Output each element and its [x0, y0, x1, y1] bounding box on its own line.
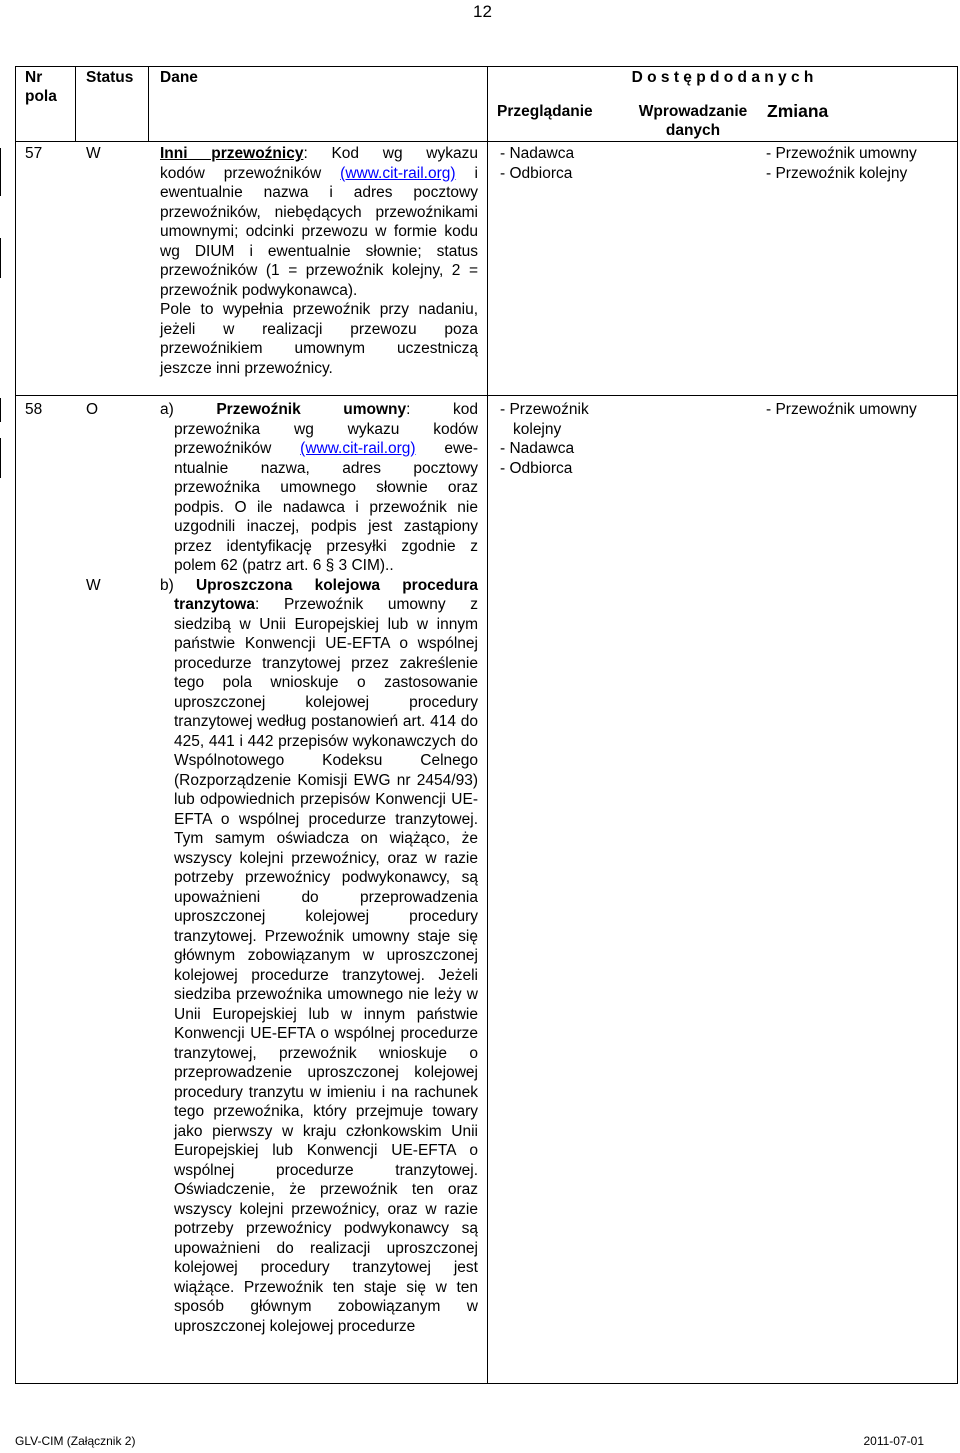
row57-przegladanie: - Nadawca - Odbiorca: [500, 145, 575, 182]
revision-bar: [0, 238, 1, 278]
header-dane: Dane: [160, 69, 198, 86]
header-nr-pola: Nr pola: [25, 69, 57, 105]
col-divider: [148, 67, 149, 142]
header-przegladanie: Przeglądanie: [497, 103, 593, 120]
row57-zmiana: - Przewoźnik umowny - Przewoźnik kolejny: [766, 145, 917, 182]
col-divider: [75, 67, 76, 142]
col-divider: [487, 67, 488, 1383]
footer-right: 2011-07-01: [863, 1434, 924, 1448]
row57-nr: 57: [25, 145, 43, 162]
header-wprowadzanie: Wprowadzanie danych: [638, 103, 748, 139]
row58-nr: 58: [25, 401, 43, 418]
row57-dane: Inni przewoźnicy: Kod wg wykazu kodów przewoźników (www.cit-rail.org) i ewentualnie nazwa i adres pocztowy przewoźników, niebędących przewoźnikami umownymi; odcinki przewozu w formie kodu wg DIUM i ewentualnie słownie; status przewoźników (1 = przewoźnik kolejny, 2 = przewoźnik podwykonawca). Pole to wypełnia przewoźnik przy nadaniu, jeżeli w realizacji przewozu poza przewoźnikiem umownym uczestniczą jeszcze inni przewoźnicy.: [160, 145, 479, 377]
row57-status: W: [86, 145, 101, 162]
row58-status-a: O: [86, 401, 99, 418]
cit-rail-link[interactable]: (www.cit-rail.org): [300, 440, 416, 457]
header-dostep: D o s t ę p d o d a n y c h: [631, 69, 814, 86]
row58-dane: a) Przewoźnik umowny: kod przewoźnika wg wykazu kodów przewoźników (www.cit-rail.org) ewe- ntualnie nazwa, adres pocztowy przewoźnika umownego słownie oraz podpis. O ile nadawca i przewoźnik nie uzgodnili inaczej, podpis jest zastąpiony przez identyfikację przesyłki zgodnie z polem 62 (patrz art. 6 § 3 CIM).. b) Uproszczona kolejowa procedura tranzytowa: Przewoźnik umowny z siedzibą w Unii Europejskiej lub w innym państwie Konwencji UE-EFTA o wspólnej procedurze tranzytowej przez zakreślenie tego pola wnioskuje o zastosowanie uproszczonej kolejowej procedury tranzytowej według postanowień art. 414 do 425, 441 i 442 przepisów wykonawczych do Wspólnotowego Kodeksu Celnego (Rozporządzenie Komisji EWG nr 2454/93) lub odpowiednich przepisów Konwencji UE-EFTA o wspólnej procedurze tranzytowej. Tym samym oświadcza on wiążąco, że wszyscy kolejni przewoźnicy, oraz w razie potrzeby przewoźnicy podwykonawcy, są upoważnieni do przeprowadzenia uproszczonej kolejowej procedury tranzytowej. Przewoźnik umowny staje się głównym zobowiązanym w uproszczonej kolejowej procedurze tranzytowej. Jeżeli siedziba przewoźnika umownego nie leży w Unii Europejskiej lub w innym państwie Konwencji UE-EFTA o wspólnej procedurze tranzytowej, przewoźnik wnioskuje o przeprowadzenie uproszczonej kolejowej procedury tranzytu w imieniu i na rachunek tego przewoźnika, który przejmuje towary jako pierwszy w kraju członkowskim Unii Europejskiej lub Konwencji UE-EFTA o wspólnej procedurze tranzytowej. Oświadczenie, że przewoźnik ten oraz wszyscy kolejni przewoźnicy, oraz w razie potrzeby przewoźnicy podwykonawcy są upoważnieni do realizacji uproszczonej kolejowej procedury tranzytowej jest wiążące. Przewoźnik ten staje się w ten sposób głównym zobowiązanym w uproszczonej kolejowej procedurze: [160, 401, 478, 1335]
revision-bar: [0, 148, 1, 196]
row58-przegladanie: - Przewoźnik kolejny - Nadawca - Odbiorca: [500, 401, 589, 477]
row58-status-b: W: [86, 577, 101, 594]
revision-bar: [0, 398, 1, 422]
revision-bar: [0, 438, 1, 478]
data-table: [15, 66, 958, 1384]
page-number: 12: [473, 2, 492, 21]
row58-zmiana: - Przewoźnik umowny: [766, 401, 917, 418]
header-zmiana: Zmiana: [767, 101, 829, 121]
header-status: Status: [86, 69, 134, 86]
footer-left: GLV-CIM (Załącznik 2): [15, 1434, 136, 1448]
cit-rail-link[interactable]: (www.cit-rail.org): [340, 164, 456, 182]
